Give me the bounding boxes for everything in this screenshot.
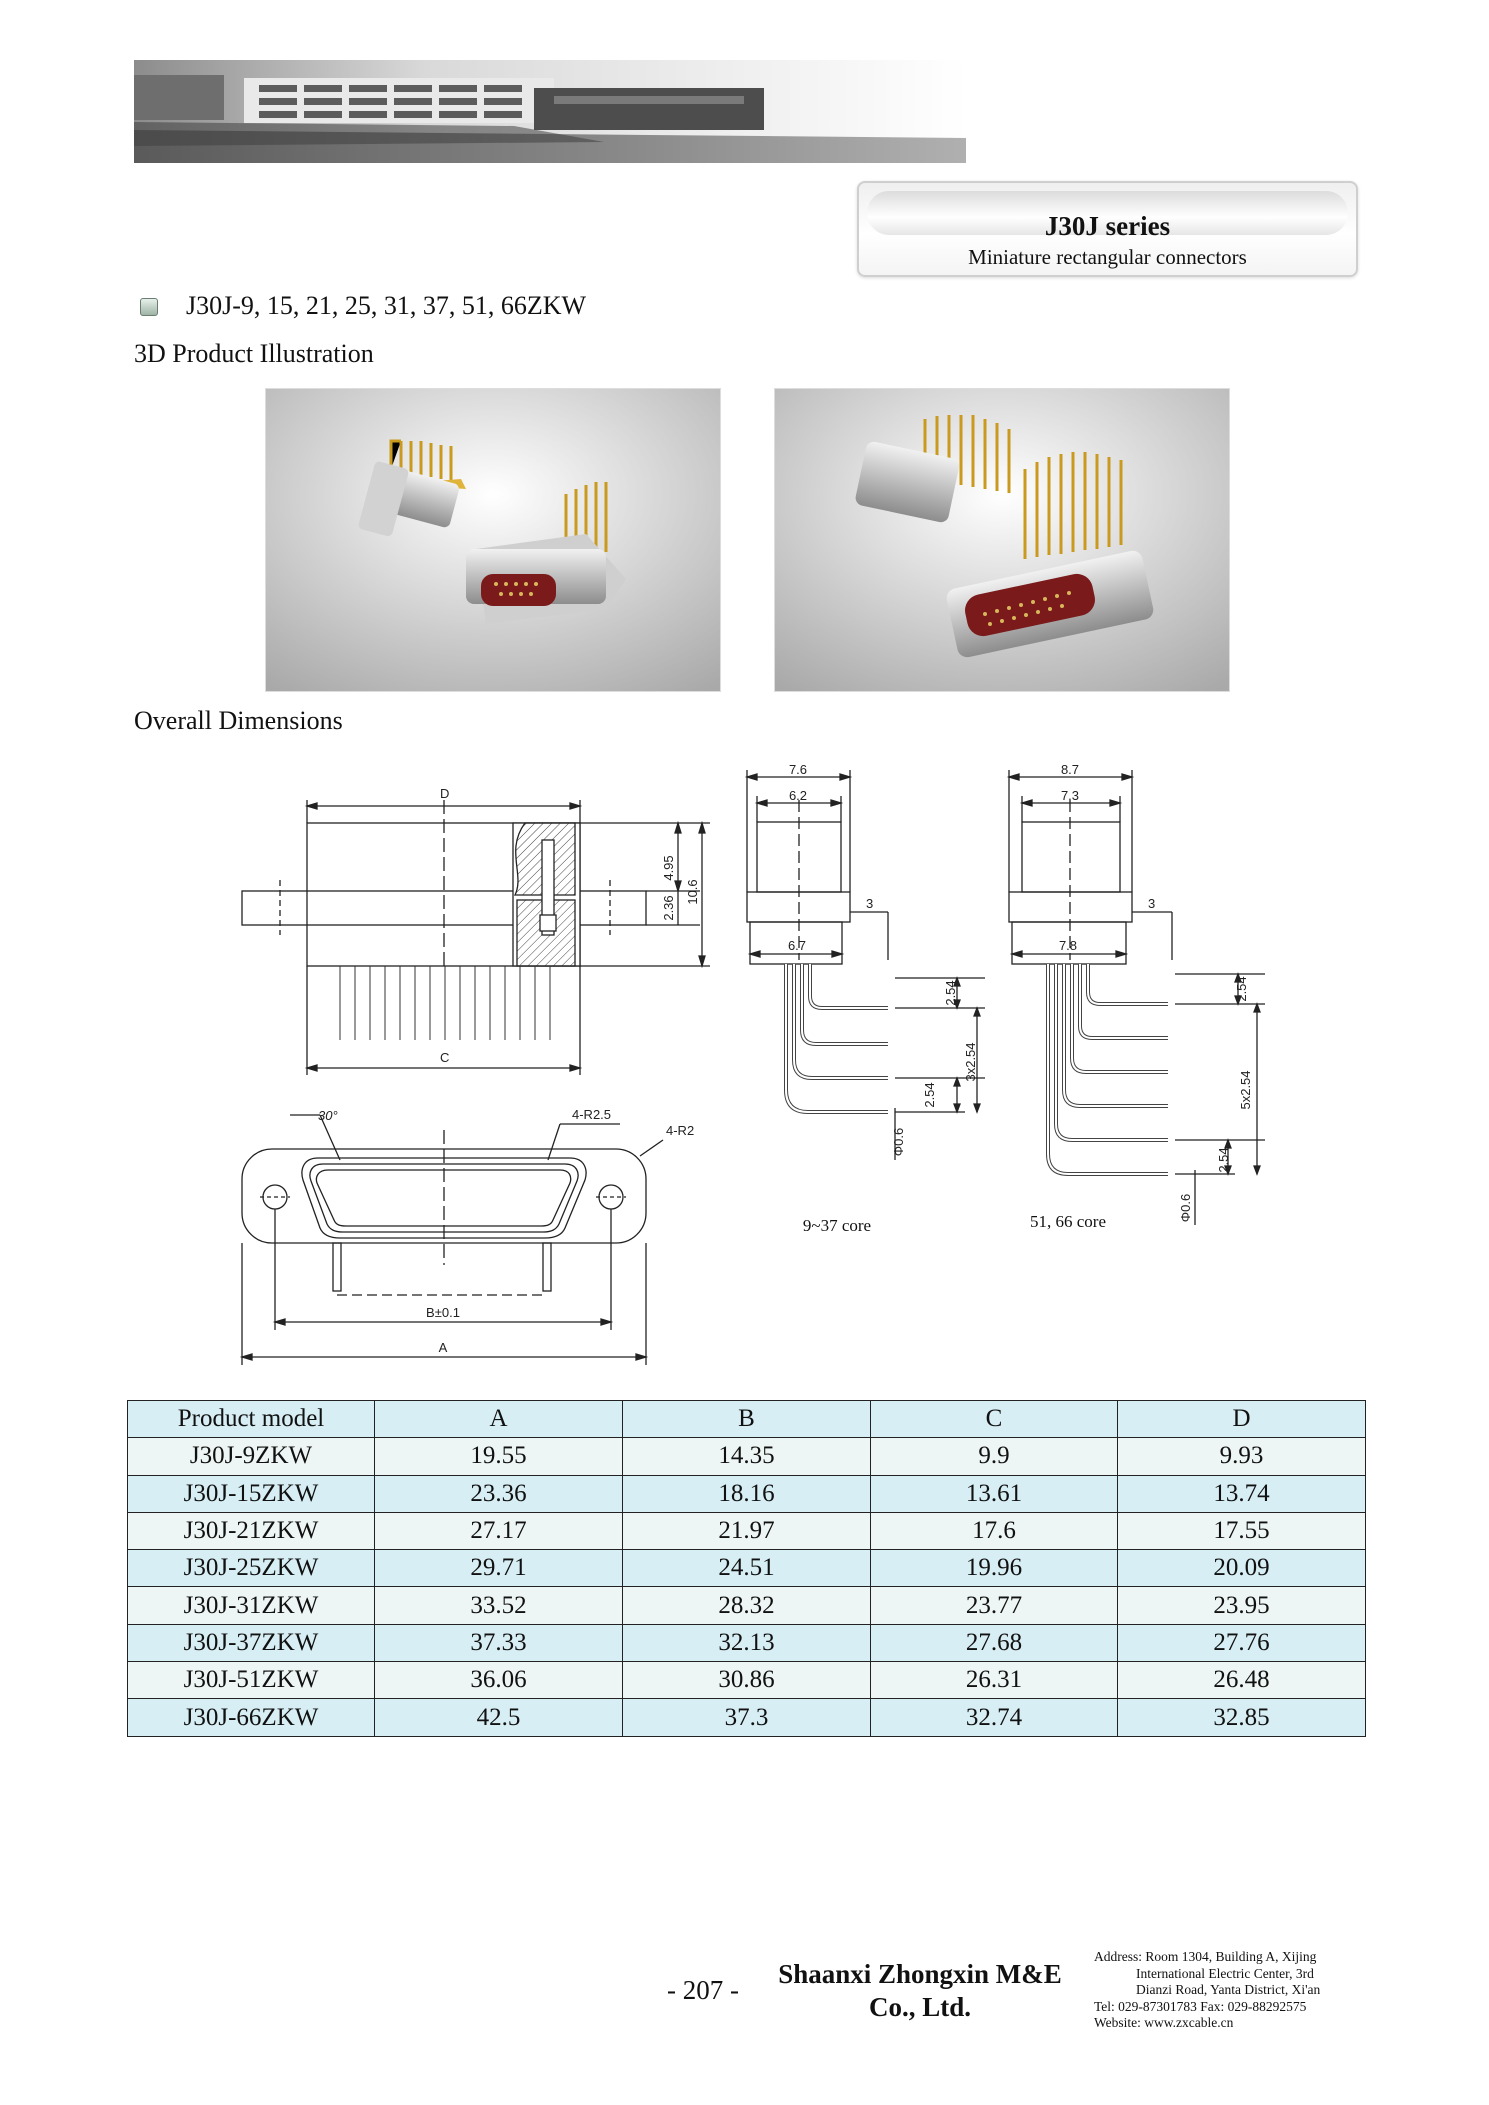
table-row <box>128 1550 1366 1587</box>
dimension-table <box>127 1400 1366 1737</box>
table-cell-B: 18.16 <box>623 1475 871 1512</box>
table-cell-A: 36.06 <box>375 1662 623 1699</box>
header-D: D <box>1118 1401 1366 1438</box>
address-line: International Electric Center, 3rd <box>1136 1965 1314 1981</box>
table-cell-A: 19.55 <box>375 1438 623 1475</box>
table-cell-C: 27.68 <box>871 1624 1118 1661</box>
front-dim-2-36: 2.36 <box>661 895 676 921</box>
dimension-drawing <box>0 750 1489 1380</box>
side1-pitch-total: 3x2.54 <box>963 1042 978 1082</box>
table-cell-B: 28.32 <box>623 1587 871 1624</box>
models-line: J30J-9, 15, 21, 25, 31, 37, 51, 66ZKW <box>186 291 587 320</box>
side1-width-6-7: 6.7 <box>787 938 807 953</box>
table-cell-model: J30J-15ZKW <box>128 1475 375 1512</box>
front-dim-10-6: 10.6 <box>685 879 700 905</box>
company-address <box>1094 1949 1334 2032</box>
front-dim-4-95: 4.95 <box>661 855 676 881</box>
table-cell-D: 13.74 <box>1118 1475 1366 1512</box>
table-cell-C: 23.77 <box>871 1587 1118 1624</box>
table-cell-D: 26.48 <box>1118 1662 1366 1699</box>
header-A: A <box>375 1401 623 1438</box>
side1-pitch-2: 2.54 <box>922 1082 937 1108</box>
dimensions-heading: Overall Dimensions <box>134 706 343 735</box>
side2-step-3: 3 <box>1148 896 1156 911</box>
website-line: Website: www.zxcable.cn <box>1094 2015 1234 2030</box>
table-row <box>128 1699 1366 1736</box>
table-cell-B: 30.86 <box>623 1662 871 1699</box>
series-subtitle: Miniature rectangular connectors <box>968 245 1247 269</box>
front-view <box>242 800 710 1075</box>
table-cell-model: J30J-66ZKW <box>128 1699 375 1736</box>
table-row <box>128 1512 1366 1549</box>
table-cell-D: 20.09 <box>1118 1550 1366 1587</box>
caption-9-37-core: 9~37 core <box>802 1216 872 1235</box>
side1-step-3: 3 <box>866 896 874 911</box>
product-photo-large-connectors <box>774 388 1230 692</box>
series-title-box <box>857 181 1358 277</box>
side2-pin-diameter: Φ0.6 <box>1178 1193 1193 1223</box>
angle-30-label: 30° <box>318 1108 338 1123</box>
company-name-line-1: Shaanxi Zhongxin M&E <box>778 1959 1062 1989</box>
contact-line: Tel: 029-87301783 Fax: 029-88292575 <box>1094 1998 1307 2014</box>
side1-width-6-2: 6.2 <box>788 788 808 803</box>
table-cell-C: 13.61 <box>871 1475 1118 1512</box>
product-photo-small-connectors <box>265 388 721 692</box>
side2-pitch-2: 2.54 <box>1216 1147 1231 1173</box>
page-number: - 207 - <box>667 1975 739 2005</box>
side2-width-7-8: 7.8 <box>1058 938 1078 953</box>
table-cell-B: 24.51 <box>623 1550 871 1587</box>
table-cell-C: 9.9 <box>871 1438 1118 1475</box>
table-cell-D: 27.76 <box>1118 1624 1366 1661</box>
table-cell-D: 9.93 <box>1118 1438 1366 1475</box>
series-title: J30J series <box>1044 211 1171 241</box>
front-label-D: D <box>440 786 450 801</box>
header-B: B <box>623 1401 871 1438</box>
company-name <box>770 1958 1070 2024</box>
side2-pitch-total: 5x2.54 <box>1238 1070 1253 1110</box>
side-view-9-37 <box>747 770 985 1160</box>
table-cell-D: 23.95 <box>1118 1587 1366 1624</box>
side1-width-7-6: 7.6 <box>788 762 808 777</box>
table-cell-B: 37.3 <box>623 1699 871 1736</box>
caption-51-66-core: 51, 66 core <box>1029 1212 1107 1231</box>
table-cell-C: 32.74 <box>871 1699 1118 1736</box>
table-cell-A: 33.52 <box>375 1587 623 1624</box>
table-cell-B: 32.13 <box>623 1624 871 1661</box>
table-cell-A: 29.71 <box>375 1550 623 1587</box>
table-cell-C: 26.31 <box>871 1662 1118 1699</box>
table-cell-model: J30J-9ZKW <box>128 1438 375 1475</box>
table-cell-C: 19.96 <box>871 1550 1118 1587</box>
header-C: C <box>871 1401 1118 1438</box>
front-label-C: C <box>440 1050 450 1065</box>
bottom-label-B: B±0.1 <box>426 1305 460 1320</box>
table-cell-model: J30J-25ZKW <box>128 1550 375 1587</box>
address-line: Dianzi Road, Yanta District, Xi'an <box>1136 1982 1321 1997</box>
bullet-square-icon <box>140 298 158 316</box>
table-row <box>128 1438 1366 1475</box>
table-cell-model: J30J-21ZKW <box>128 1512 375 1549</box>
table-cell-B: 14.35 <box>623 1438 871 1475</box>
header-product-model: Product model <box>128 1401 375 1438</box>
table-cell-A: 23.36 <box>375 1475 623 1512</box>
radius-r25-label: 4-R2.5 <box>572 1107 612 1122</box>
side2-pitch: 2.54 <box>1234 976 1249 1002</box>
table-cell-B: 21.97 <box>623 1512 871 1549</box>
table-row <box>128 1475 1366 1512</box>
company-name-line-2: Co., Ltd. <box>868 1992 971 2022</box>
table-row <box>128 1587 1366 1624</box>
table-cell-A: 42.5 <box>375 1699 623 1736</box>
table-cell-model: J30J-31ZKW <box>128 1587 375 1624</box>
table-row <box>128 1662 1366 1699</box>
table-cell-A: 27.17 <box>375 1512 623 1549</box>
address-line: Address: Room 1304, Building A, Xijing <box>1094 1949 1317 1964</box>
table-cell-C: 17.6 <box>871 1512 1118 1549</box>
table-cell-D: 17.55 <box>1118 1512 1366 1549</box>
side1-pitch: 2.54 <box>943 980 958 1006</box>
bottom-label-A: A <box>438 1340 448 1355</box>
table-cell-model: J30J-37ZKW <box>128 1624 375 1661</box>
table-cell-model: J30J-51ZKW <box>128 1662 375 1699</box>
side1-pin-diameter: Φ0.6 <box>891 1127 906 1157</box>
side2-width-8-7: 8.7 <box>1060 762 1080 777</box>
table-header-row <box>128 1401 1366 1438</box>
header-banner-image <box>134 60 966 163</box>
radius-r2-label: 4-R2 <box>666 1123 695 1138</box>
table-cell-D: 32.85 <box>1118 1699 1366 1736</box>
table-cell-A: 37.33 <box>375 1624 623 1661</box>
table-row <box>128 1624 1366 1661</box>
illustration-heading: 3D Product Illustration <box>134 339 374 368</box>
bottom-view <box>242 1115 663 1365</box>
side2-width-7-3: 7.3 <box>1060 788 1080 803</box>
